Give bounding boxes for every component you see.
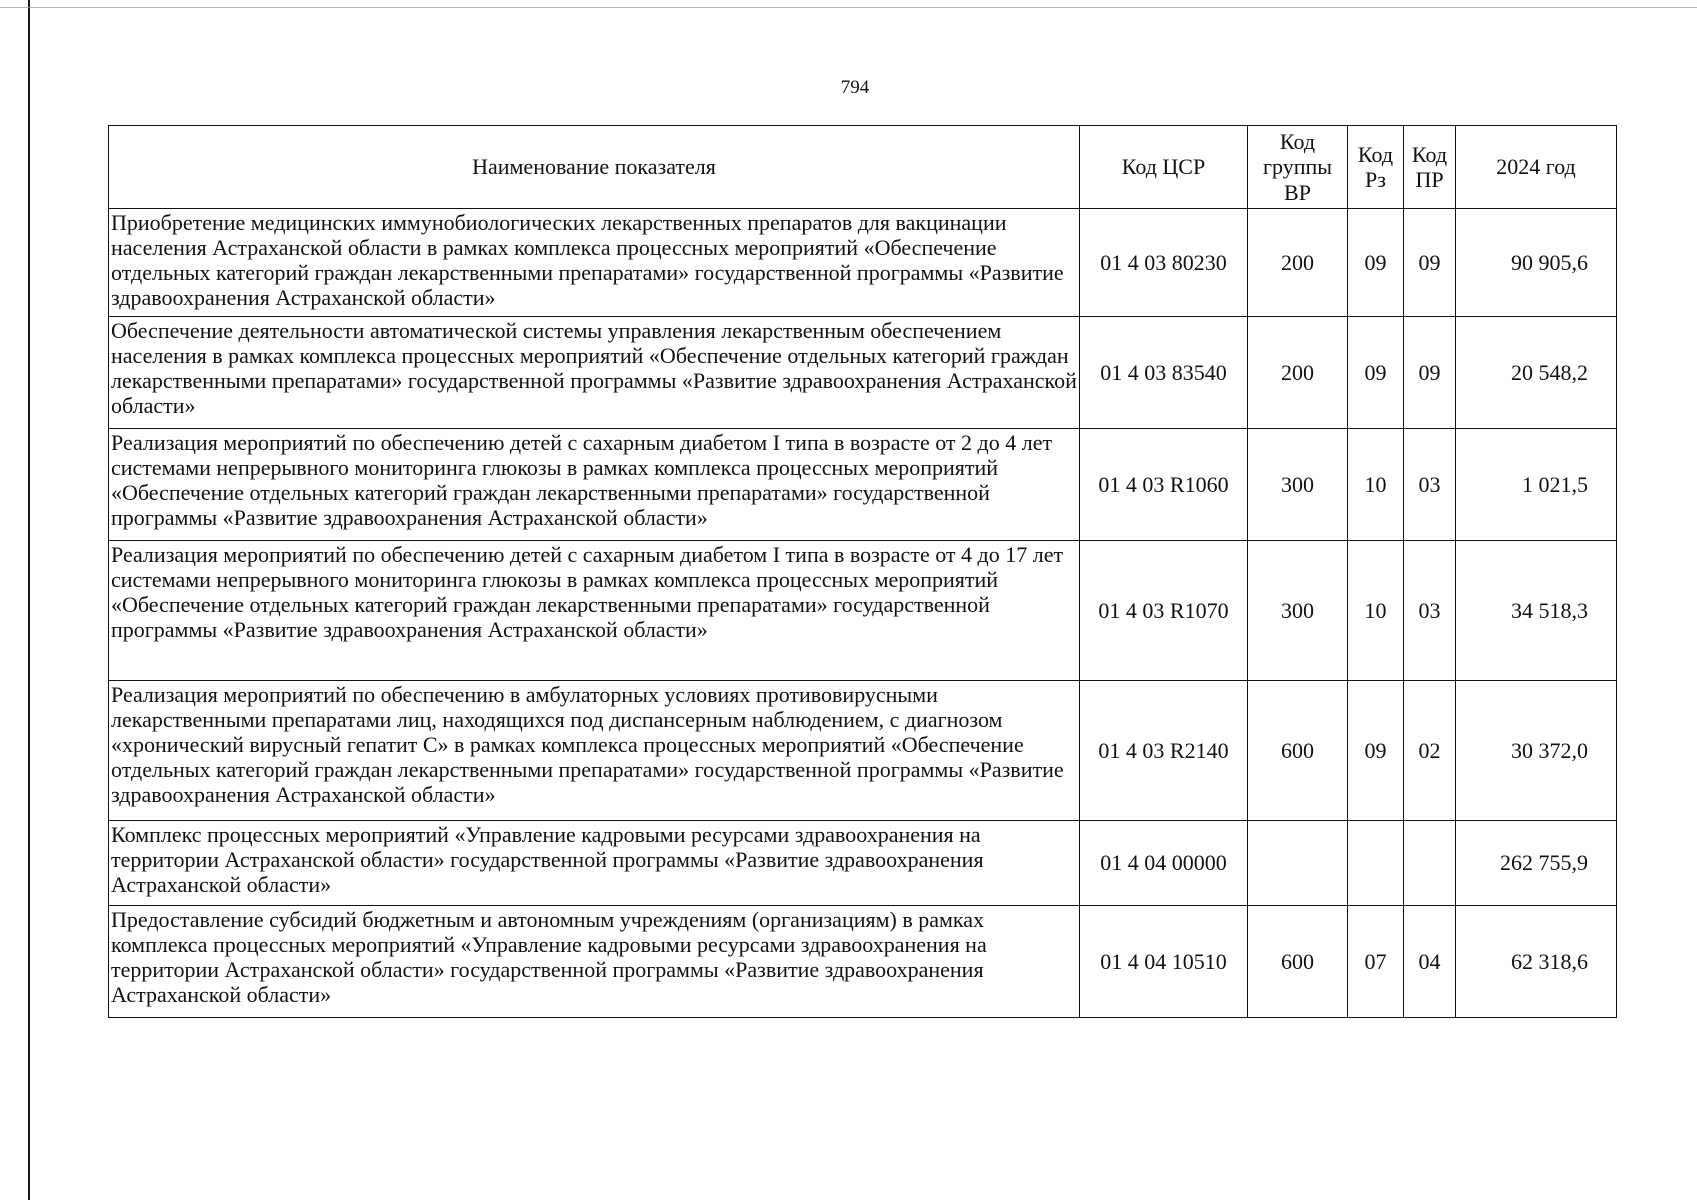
row-indicator-name: Приобретение медицинских иммунобиологических лекарственных препаратов для вакцинации населения Астраханской области в рамках комплекса процессных мероприятий «Обеспечение отдельных категорий граждан лекарственными препаратами» государственной программы «Развитие здравоохранения Астраханской области» <box>109 209 1080 317</box>
scan-border-left <box>28 0 30 1200</box>
row-pr-code: 09 <box>1404 317 1456 429</box>
row-indicator-name: Обеспечение деятельности автоматической системы управления лекарственным обеспечением населения в рамках комплекса процессных мероприятий «Обеспечение отдельных категорий граждан лекарственными препаратами» государственной программы «Развитие здравоохранения Астраханской области» <box>109 317 1080 429</box>
row-vr-code: 300 <box>1248 429 1348 541</box>
table-row <box>109 209 1617 317</box>
row-rz-code <box>1348 821 1404 906</box>
row-amount: 262 755,9 <box>1456 821 1617 906</box>
row-pr-code: 04 <box>1404 906 1456 1018</box>
header-pr-code: Код ПР <box>1404 126 1456 209</box>
row-pr-code <box>1404 821 1456 906</box>
row-amount: 30 372,0 <box>1456 681 1617 821</box>
row-indicator-name: Реализация мероприятий по обеспечению детей с сахарным диабетом I типа в возрасте от 2 до 4 лет системами непрерывного мониторинга глюкозы в рамках комплекса процессных мероприятий «Обеспечение отдельных категорий граждан лекарственными препаратами» государственной программы «Развитие здравоохранения Астраханской области» <box>109 429 1080 541</box>
table-row <box>109 681 1617 821</box>
scan-border-top <box>0 7 1697 8</box>
row-indicator-name: Реализация мероприятий по обеспечению детей с сахарным диабетом I типа в возрасте от 4 до 17 лет системами непрерывного мониторинга глюкозы в рамках комплекса процессных мероприятий «Обеспечение отдельных категорий граждан лекарственными препаратами» государственной программы «Развитие здравоохранения Астраханской области» <box>109 541 1080 681</box>
row-vr-code: 300 <box>1248 541 1348 681</box>
row-csr-code: 01 4 04 10510 <box>1080 906 1248 1018</box>
header-rz-code: Код Рз <box>1348 126 1404 209</box>
row-pr-code: 09 <box>1404 209 1456 317</box>
row-amount: 90 905,6 <box>1456 209 1617 317</box>
header-indicator-name: Наименование показателя <box>109 126 1080 209</box>
row-indicator-name: Предоставление субсидий бюджетным и автономным учреждениям (организациям) в рамках комплекса процессных мероприятий «Управление кадровыми ресурсами здравоохранения на территории Астраханской области» государственной программы «Развитие здравоохранения Астраханской области» <box>109 906 1080 1018</box>
row-csr-code: 01 4 03 R2140 <box>1080 681 1248 821</box>
row-vr-code <box>1248 821 1348 906</box>
header-vr-group-code: Код группы ВР <box>1248 126 1348 209</box>
row-rz-code: 07 <box>1348 906 1404 1018</box>
header-csr-code: Код ЦСР <box>1080 126 1248 209</box>
row-pr-code: 03 <box>1404 541 1456 681</box>
header-year-2024: 2024 год <box>1456 126 1617 209</box>
row-rz-code: 09 <box>1348 681 1404 821</box>
row-csr-code: 01 4 03 83540 <box>1080 317 1248 429</box>
row-pr-code: 03 <box>1404 429 1456 541</box>
budget-table <box>108 125 1617 1018</box>
row-csr-code: 01 4 03 R1060 <box>1080 429 1248 541</box>
table-row <box>109 541 1617 681</box>
table-row <box>109 317 1617 429</box>
table-header-row <box>109 126 1617 209</box>
row-csr-code: 01 4 04 00000 <box>1080 821 1248 906</box>
row-rz-code: 09 <box>1348 317 1404 429</box>
row-rz-code: 10 <box>1348 429 1404 541</box>
row-vr-code: 200 <box>1248 209 1348 317</box>
row-rz-code: 09 <box>1348 209 1404 317</box>
page-number: 794 <box>840 77 870 98</box>
row-indicator-name: Комплекс процессных мероприятий «Управление кадровыми ресурсами здравоохранения на территории Астраханской области» государственной программы «Развитие здравоохранения Астраханской области» <box>109 821 1080 906</box>
row-amount: 62 318,6 <box>1456 906 1617 1018</box>
row-csr-code: 01 4 03 R1070 <box>1080 541 1248 681</box>
row-amount: 34 518,3 <box>1456 541 1617 681</box>
row-csr-code: 01 4 03 80230 <box>1080 209 1248 317</box>
row-indicator-name: Реализация мероприятий по обеспечению в амбулаторных условиях противовирусными лекарственными препаратами лиц, находящихся под диспансерным наблюдением, с диагнозом «хронический вирусный гепатит С» в рамках комплекса процессных мероприятий «Обеспечение отдельных категорий граждан лекарственными препаратами» государственной программы «Развитие здравоохранения Астраханской области» <box>109 681 1080 821</box>
row-vr-code: 200 <box>1248 317 1348 429</box>
table-row <box>109 429 1617 541</box>
row-vr-code: 600 <box>1248 906 1348 1018</box>
row-vr-code: 600 <box>1248 681 1348 821</box>
row-amount: 1 021,5 <box>1456 429 1617 541</box>
table-row <box>109 906 1617 1018</box>
row-pr-code: 02 <box>1404 681 1456 821</box>
row-amount: 20 548,2 <box>1456 317 1617 429</box>
table-row <box>109 821 1617 906</box>
row-rz-code: 10 <box>1348 541 1404 681</box>
